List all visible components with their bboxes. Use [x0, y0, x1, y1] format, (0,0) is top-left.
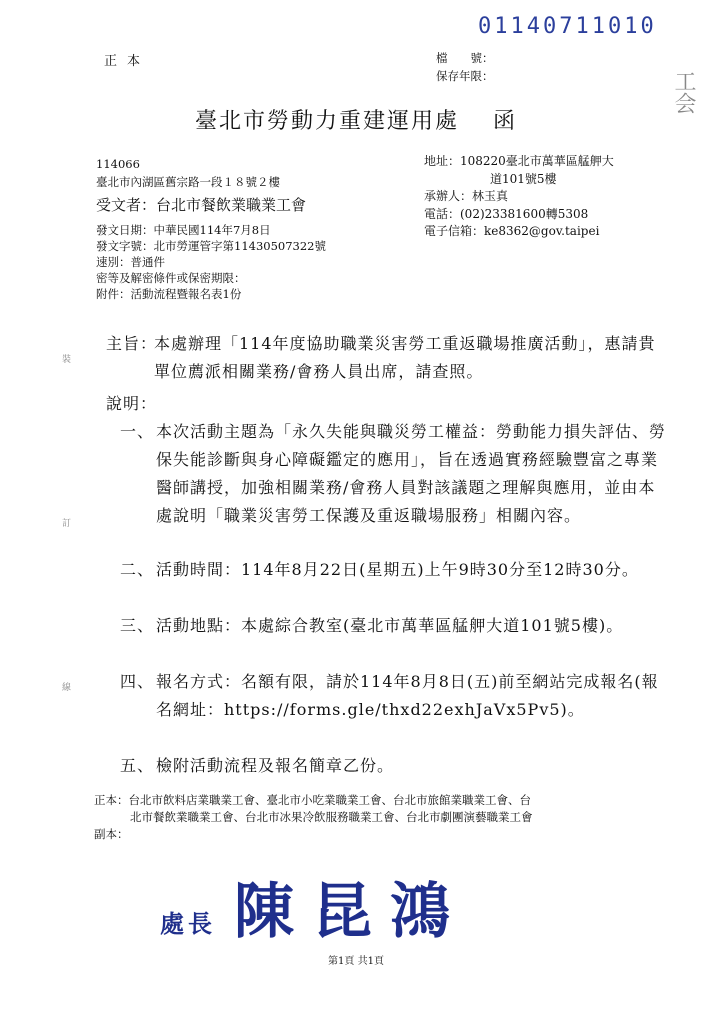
agency-name: 臺北市勞動力重建運用處 [194, 109, 459, 134]
original-recipients-line2: 北市餐飲業職業工會、台北市冰果冷飲服務職業工會、台北市劇團演藝職業工會 [130, 810, 533, 824]
subject-text: 本處辦理「114年度協助職業災害勞工重返職場推廣活動」，惠請貴單位薦派相關業務/會務人員出席，請查照。 [154, 334, 656, 381]
attachment-note: 附件：活動流程暨報名表1份 [96, 287, 242, 301]
page-number: 第1頁 共1頁 [328, 956, 384, 967]
document-type: 函 [493, 109, 518, 134]
binding-mark-2: 訂 [62, 519, 72, 529]
sender-address: 臺北市內湖區舊宗路一段１８號２樓 [96, 175, 280, 189]
issue-date: 發文日期：中華民國114年7月8日 [96, 223, 271, 237]
item-text: 報名方式：名額有限，請於114年8月8日(五)前至網站完成報名(報名網址：https://forms.gle/thxd22exhJaVx5Pv5)。 [156, 672, 659, 719]
original-recipients-line1: 正本：台北市飲料店業職業工會、臺北市小吃業職業工會、台北市旅館業職業工會、台 [94, 793, 531, 807]
subject-label: 主旨： [106, 334, 158, 353]
signature-title: 處長 [160, 909, 216, 938]
signature-block [160, 864, 468, 950]
received-stamp-number: 01140711010 [478, 14, 657, 39]
item-text: 活動地點：本處綜合教室(臺北市萬華區艋舺大道101號5樓)。 [156, 616, 624, 635]
contact-address-line1: 地址：108220臺北市萬華區艋舺大 [424, 154, 614, 168]
signature-name: 陳昆鴻 [234, 877, 468, 947]
item-number: 五、 [120, 756, 155, 775]
binding-mark-1: 裝 [62, 355, 72, 365]
item-text: 檢附活動流程及報名簡章乙份。 [156, 756, 395, 775]
handwritten-note: 工会 [671, 70, 696, 114]
item-number: 四、 [120, 672, 155, 691]
binding-mark-3: 線 [62, 683, 72, 693]
contact-email: 電子信箱：ke8362@gov.taipei [424, 224, 600, 238]
retention-period-label: 保存年限： [436, 69, 494, 83]
item-text: 本次活動主題為「永久失能與職災勞工權益：勞動能力損失評估、勞保失能診斷與身心障礙鑑定的應用」，旨在透過實務經驗豐富之專業醫師講授，加強相關業務/會務人員對該議題之理解與應用，並由本處說明「職業災害勞工保護及重返職場服務」相關內容。 [156, 422, 667, 525]
document-heading [0, 104, 712, 135]
item-number: 一、 [120, 422, 155, 441]
sender-postcode: 114066 [96, 157, 140, 171]
file-number-label: 檔 號： [436, 51, 494, 65]
delivery-speed: 速別：普通件 [96, 255, 165, 269]
contact-phone: 電話：(02)23381600轉5308 [424, 206, 589, 221]
document-number: 發文字號：北市勞運管字第11430507322號 [96, 239, 326, 253]
explanation-label: 說明： [106, 394, 158, 413]
copy-label: 正本 [104, 54, 151, 69]
document-meta [96, 222, 326, 302]
item-number: 三、 [120, 616, 155, 635]
contact-handler: 承辦人：林玉真 [424, 189, 509, 203]
security-level: 密等及解密條件或保密期限： [96, 271, 246, 285]
item-text: 活動時間：114年8月22日(星期五)上午9時30分至12時30分。 [156, 560, 639, 579]
contact-block [424, 153, 614, 241]
copy-recipients-label: 副本： [94, 827, 129, 841]
contact-address-line2: 道101號5樓 [490, 171, 557, 186]
item-number: 二、 [120, 560, 155, 579]
recipient: 受文者：台北市餐飲業職業工會 [96, 196, 307, 214]
